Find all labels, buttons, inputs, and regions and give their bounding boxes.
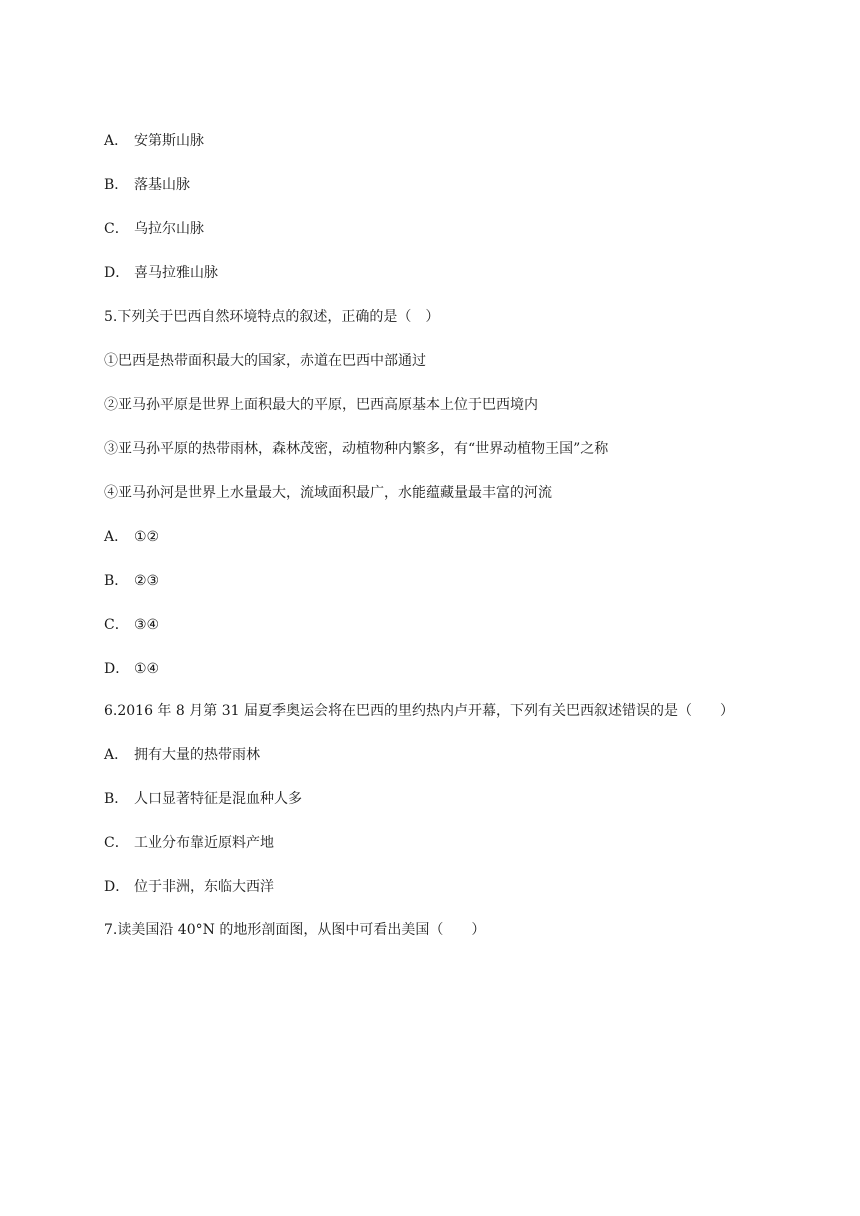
option-letter: A． [104, 529, 129, 545]
q6-stem: 6.2016 年 8 月第 31 届夏季奥运会将在巴西的里约热内卢开幕，下列有关巴西叙述错误的是（ ） [104, 703, 734, 719]
q4-option-d [104, 263, 218, 283]
q5-statement-1: ①巴西是热带面积最大的国家，赤道在巴西中部通过 [104, 353, 426, 369]
option-letter: C． [104, 221, 129, 237]
q7-stem: 7.读美国沿 40°N 的地形剖面图，从图中可看出美国（ ） [104, 922, 486, 938]
option-letter: A． [104, 747, 129, 763]
q5-option-c [104, 615, 159, 635]
option-text: 拥有大量的热带雨林 [134, 747, 260, 763]
option-letter: B． [104, 791, 129, 807]
option-text: ①④ [134, 661, 160, 677]
q5-stem: 5.下列关于巴西自然环境特点的叙述，正确的是（ ） [104, 309, 440, 325]
q5-option-b [104, 571, 159, 591]
q6-option-c [104, 833, 274, 853]
q4-option-a [104, 131, 204, 151]
option-letter: D． [104, 265, 130, 281]
option-letter: A． [104, 133, 129, 149]
option-text: 喜马拉雅山脉 [134, 265, 218, 281]
option-text: ②③ [134, 573, 160, 589]
q5-option-a [104, 527, 159, 547]
option-text: ③④ [134, 617, 160, 633]
q5-statement-4: ④亚马孙河是世界上水量最大，流域面积最广，水能蕴藏量最丰富的河流 [104, 485, 552, 501]
q6-option-d [104, 877, 274, 897]
q4-option-c [104, 219, 204, 239]
option-letter: C． [104, 617, 129, 633]
option-letter: C． [104, 835, 129, 851]
option-text: 人口显著特征是混血种人多 [134, 791, 302, 807]
option-letter: D． [104, 879, 130, 895]
q5-option-d [104, 659, 159, 679]
option-text: ①② [134, 529, 160, 545]
option-letter: D． [104, 661, 130, 677]
option-text: 落基山脉 [134, 177, 190, 193]
option-text: 乌拉尔山脉 [134, 221, 204, 237]
option-text: 位于非洲，东临大西洋 [134, 879, 274, 895]
q6-option-b [104, 789, 302, 809]
option-letter: B． [104, 177, 129, 193]
q6-option-a [104, 745, 260, 765]
option-text: 安第斯山脉 [134, 133, 204, 149]
option-text: 工业分布靠近原料产地 [134, 835, 274, 851]
q4-option-b [104, 175, 190, 195]
option-letter: B． [104, 573, 129, 589]
q5-statement-2: ②亚马孙平原是世界上面积最大的平原，巴西高原基本上位于巴西境内 [104, 397, 538, 413]
q5-statement-3: ③亚马孙平原的热带雨林，森林茂密，动植物种内繁多，有“世界动植物王国”之称 [104, 441, 609, 457]
